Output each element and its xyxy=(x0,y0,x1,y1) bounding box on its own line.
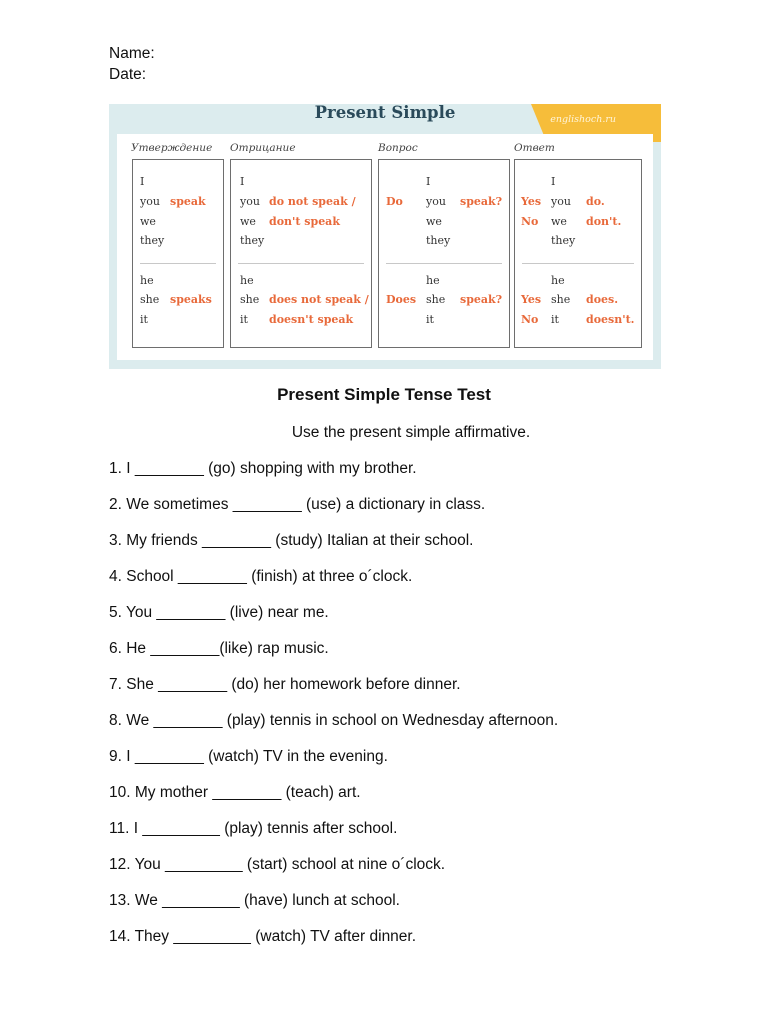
answer-yes: Yes xyxy=(521,293,542,306)
question-item: 5. You ________ (live) near me. xyxy=(109,604,329,621)
answer-no: No xyxy=(521,313,539,326)
verb-form: speak? xyxy=(460,195,503,208)
verb-form: does not speak / xyxy=(269,293,369,306)
question-item: 10. My mother ________ (teach) art. xyxy=(109,784,361,801)
answer-box xyxy=(514,159,642,348)
pronoun: it xyxy=(551,313,559,326)
column-heading-question: Вопрос xyxy=(378,142,418,154)
pronoun: you xyxy=(240,195,260,208)
verb-form: speak xyxy=(170,195,206,208)
affirmative-box xyxy=(132,159,224,348)
pronoun: I xyxy=(426,175,431,188)
pronoun: we xyxy=(551,215,567,228)
answer-no: No xyxy=(521,215,539,228)
name-label: Name: xyxy=(109,45,155,62)
pronoun: he xyxy=(240,274,254,287)
pronoun: she xyxy=(240,293,260,306)
divider xyxy=(238,263,364,264)
verb-form: doesn't speak xyxy=(269,313,354,326)
verb-form: do not speak / xyxy=(269,195,356,208)
pronoun: she xyxy=(551,293,571,306)
pronoun: I xyxy=(551,175,556,188)
test-title: Present Simple Tense Test xyxy=(277,385,491,404)
pronoun: we xyxy=(140,215,156,228)
question-item: 1. I ________ (go) shopping with my brother. xyxy=(109,460,417,477)
verb-form: does. xyxy=(586,293,619,306)
pronoun: we xyxy=(426,215,442,228)
pronoun: he xyxy=(140,274,154,287)
image-title: Present Simple xyxy=(314,103,456,122)
question-item: 4. School ________ (finish) at three o´clock. xyxy=(109,568,413,585)
pronoun: they xyxy=(140,234,165,247)
column-heading-answer: Ответ xyxy=(514,142,555,154)
question-item: 6. He ________(like) rap music. xyxy=(109,640,329,657)
pronoun: it xyxy=(140,313,148,326)
verb-form: speak? xyxy=(460,293,503,306)
pronoun: it xyxy=(426,313,434,326)
auxiliary: Does xyxy=(386,293,417,306)
column-heading-affirmative: Утверждение xyxy=(131,142,213,154)
pronoun: it xyxy=(240,313,248,326)
question-box xyxy=(378,159,510,348)
pronoun: you xyxy=(140,195,160,208)
pronoun: I xyxy=(140,175,145,188)
pronoun: she xyxy=(426,293,446,306)
pronoun: they xyxy=(551,234,576,247)
pronoun: I xyxy=(240,175,245,188)
verb-form: speaks xyxy=(170,293,212,306)
verb-form: doesn't. xyxy=(586,313,635,326)
question-item: 3. My friends ________ (study) Italian at their school. xyxy=(109,532,474,549)
question-item: 12. You _________ (start) school at nine o´clock. xyxy=(109,856,446,873)
question-item: 8. We ________ (play) tennis in school on Wednesday afternoon. xyxy=(109,712,559,729)
verb-form: don't speak xyxy=(269,215,340,228)
pronoun: she xyxy=(140,293,160,306)
verb-form: don't. xyxy=(586,215,622,228)
answer-yes: Yes xyxy=(521,195,542,208)
pronoun: you xyxy=(426,195,446,208)
pronoun: they xyxy=(240,234,265,247)
site-watermark: englishoch.ru xyxy=(550,114,616,125)
pronoun: he xyxy=(426,274,440,287)
pronoun: you xyxy=(551,195,571,208)
pronoun: we xyxy=(240,215,256,228)
present-simple-image xyxy=(109,104,661,369)
question-item: 13. We _________ (have) lunch at school. xyxy=(109,892,400,909)
grammar-table xyxy=(117,134,653,360)
question-item: 11. I _________ (play) tennis after school. xyxy=(109,820,398,837)
question-item: 9. I ________ (watch) TV in the evening. xyxy=(109,748,388,765)
instruction: Use the present simple affirmative. xyxy=(291,424,531,441)
question-item: 7. She ________ (do) her homework before dinner. xyxy=(109,676,461,693)
divider xyxy=(522,263,634,264)
divider xyxy=(140,263,216,264)
negative-box xyxy=(230,159,372,348)
column-heading-negative: Отрицание xyxy=(230,142,296,154)
pronoun: they xyxy=(426,234,451,247)
divider xyxy=(386,263,502,264)
auxiliary: Do xyxy=(386,195,403,208)
date-label: Date: xyxy=(109,66,147,83)
verb-form: do. xyxy=(586,195,605,208)
question-item: 2. We sometimes ________ (use) a dictionary in class. xyxy=(109,496,486,513)
question-item: 14. They _________ (watch) TV after dinner. xyxy=(109,928,417,945)
pronoun: he xyxy=(551,274,565,287)
